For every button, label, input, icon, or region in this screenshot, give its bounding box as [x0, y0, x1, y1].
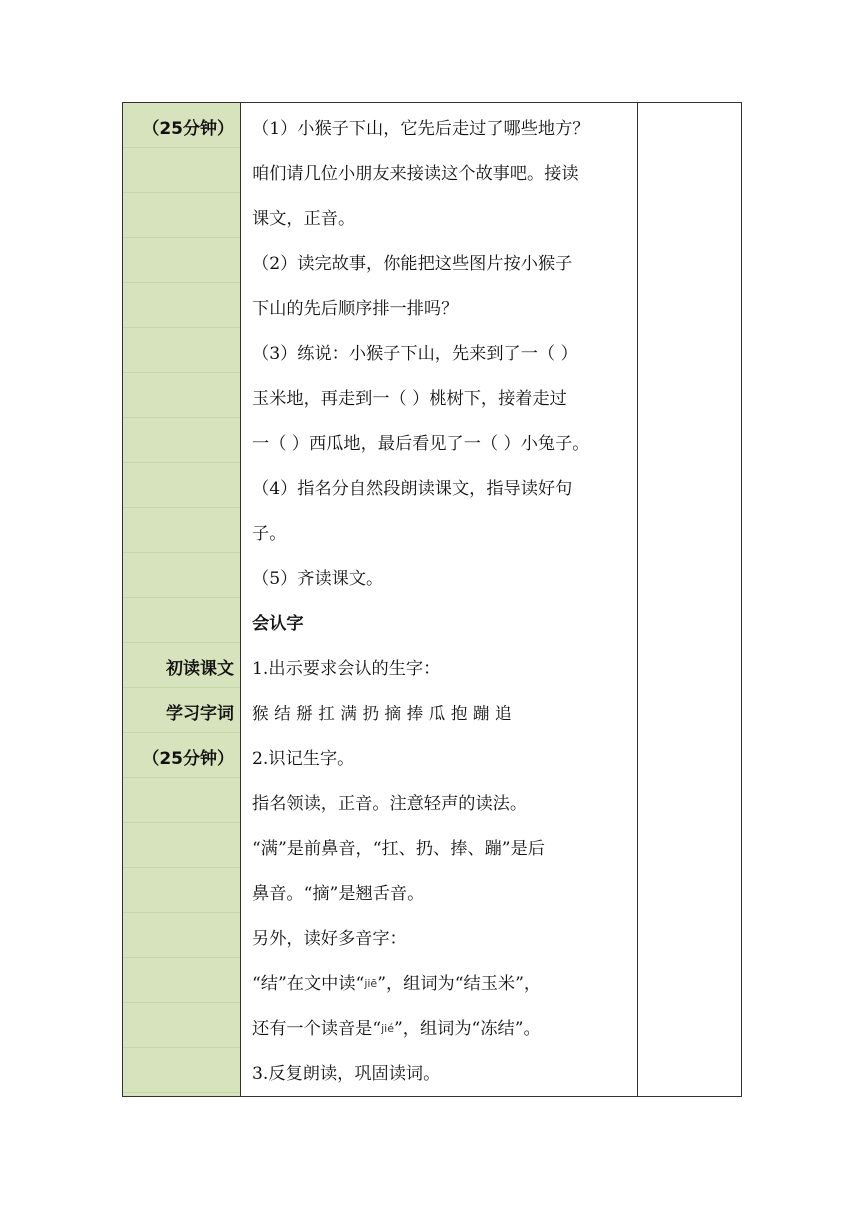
section-title-line-1: 初读课文 — [166, 659, 234, 679]
text-line-10: 子。 — [252, 524, 287, 544]
text-line-4: （2）读完故事，你能把这些图片按小猴子 — [252, 254, 573, 274]
text-line-17: “满”是前鼻音，“扛、扔、捧、蹦”是后 — [252, 839, 545, 859]
text-line-15: 2.识记生字。 — [252, 749, 355, 769]
text-line-19: 另外，读好多音字： — [252, 929, 407, 949]
pinyin-jie1: jiē — [364, 977, 378, 990]
lesson-table — [122, 102, 742, 1097]
text-line-8: 一（ ）西瓜地，最后看见了一（ ）小兔子。 — [252, 434, 590, 454]
text-line-1: （1）小猴子下山，它先后走过了哪些地方？ — [252, 119, 590, 139]
time-label-top: （25分钟） — [142, 119, 234, 139]
text-line-7: 玉米地，再走到一（ ）桃树下，接着走过 — [252, 389, 567, 409]
text-line-11: （5）齐读课文。 — [252, 569, 384, 589]
text-line-13: 1.出示要求会认的生字： — [252, 659, 441, 679]
text-line-16: 指名领读，正音。注意轻声的读法。 — [252, 794, 528, 814]
text-line-2: 咱们请几位小朋友来接读这个故事吧。接读 — [252, 164, 579, 184]
polyphone-1-before: “结”在文中读“ — [252, 974, 365, 994]
text-line-9: （4）指名分自然段朗读课文，指导读好句 — [252, 479, 573, 499]
section-heading: 会认字 — [252, 614, 304, 634]
notes-column-divider — [637, 103, 638, 1096]
text-line-6: （3）练说：小猴子下山，先来到了一（ ） — [252, 344, 578, 364]
text-line-18: 鼻音。“摘”是翘舌音。 — [252, 884, 425, 904]
polyphone-2-before: 还有一个读音是“ — [252, 1019, 382, 1039]
polyphone-1-after: ”，组词为“结玉米”， — [377, 974, 542, 994]
time-label-bottom: （25分钟） — [142, 749, 234, 769]
section-title-line-2: 学习字词 — [166, 704, 234, 724]
polyphone-line-2 — [252, 1017, 541, 1041]
polyphone-line-1 — [252, 972, 541, 996]
text-line-5: 下山的先后顺序排一排吗？ — [252, 299, 459, 319]
pinyin-jie2: jié — [381, 1022, 394, 1035]
polyphone-2-after: ”，组词为“冻结”。 — [394, 1019, 541, 1039]
new-characters-list: 猴结掰扛满扔摘捧瓜抱蹦追 — [252, 704, 518, 723]
text-line-last: 3.反复朗读，巩固读词。 — [252, 1064, 441, 1084]
stage-column — [123, 103, 241, 1096]
text-line-3: 课文，正音。 — [252, 209, 356, 229]
